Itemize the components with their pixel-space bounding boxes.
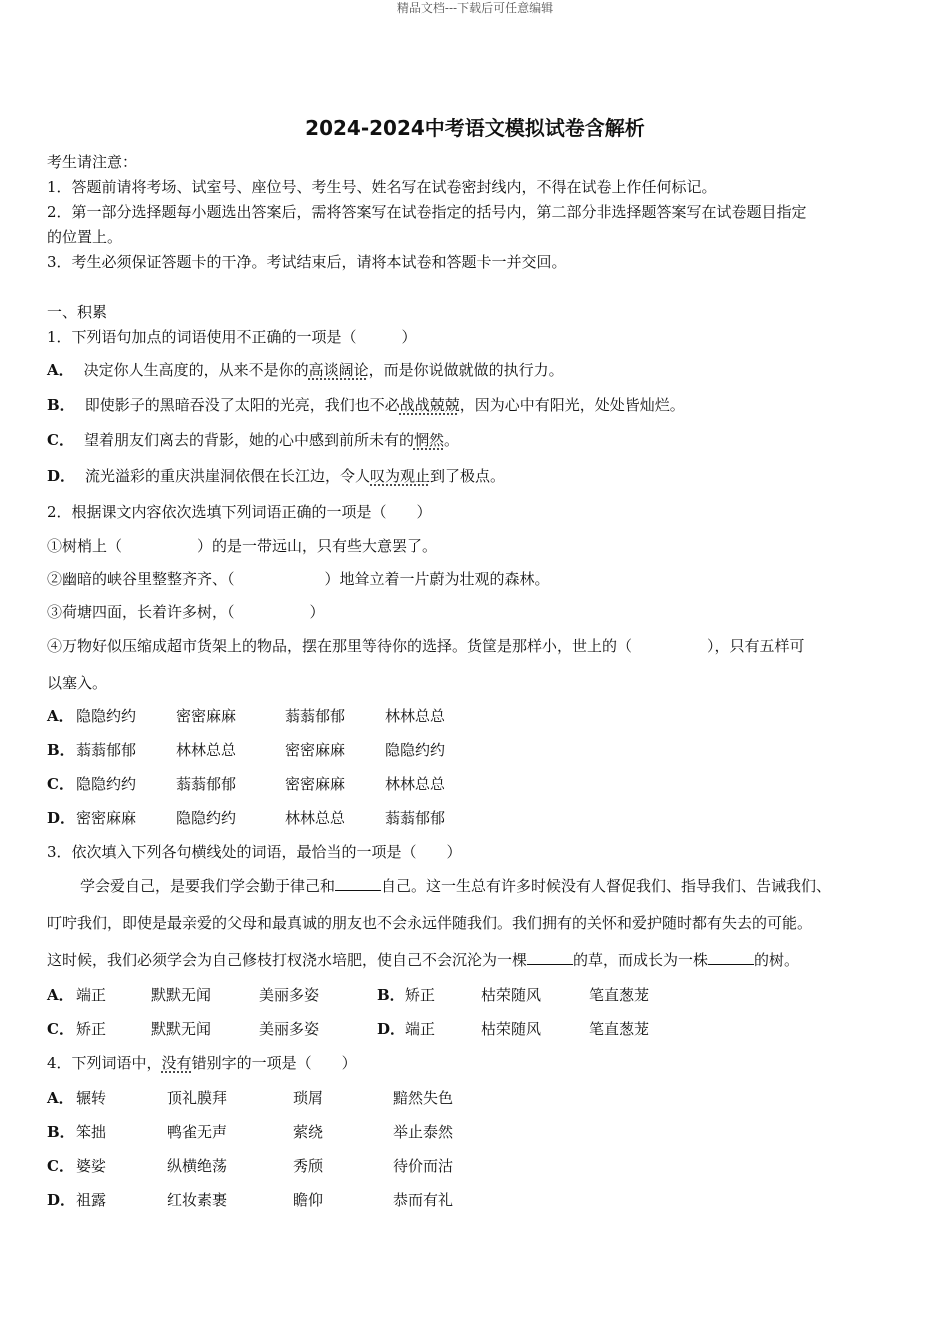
- option-letter: B．: [377, 986, 405, 1004]
- option-word: 密密麻麻: [285, 741, 346, 759]
- stem-text: 错别字的一项是（ ）: [191, 1054, 357, 1072]
- option-word: 瞻仰: [293, 1191, 324, 1209]
- option-word: 蓊蓊郁郁: [285, 707, 346, 725]
- question-4-stem: [47, 1053, 357, 1073]
- option-word: 林林总总: [176, 741, 237, 759]
- option-text: 。: [443, 431, 459, 449]
- option-word: 矫正: [405, 986, 436, 1004]
- q3-passage-line: [47, 950, 799, 970]
- q3-passage-line: 叮咛我们，即使是最亲爱的父母和最真诚的朋友也不会永远伴随我们。我们拥有的关怀和爱护随时都有失去的可能。: [47, 914, 813, 932]
- option-word: 密密麻麻: [76, 809, 137, 827]
- option-word: 矫正: [76, 1020, 107, 1038]
- stem-text: 4．下列词语中，: [47, 1054, 162, 1072]
- option-word: 鸭雀无声: [167, 1123, 228, 1141]
- question-3-stem: 3．依次填入下列各句横线处的词语，最恰当的一项是（ ）: [47, 843, 462, 861]
- option-word: 林林总总: [285, 809, 346, 827]
- blank-line: [335, 876, 381, 891]
- dotted-word: 战战兢兢: [399, 396, 460, 414]
- option-word: 林林总总: [385, 707, 446, 725]
- option-word: 顶礼膜拜: [167, 1089, 228, 1107]
- blank-line: [708, 950, 754, 965]
- option-letter: D．: [377, 1020, 406, 1038]
- option-letter: D．: [47, 467, 76, 485]
- option-text: 望着朋友们离去的背影，她的心中感到前所未有的: [83, 431, 414, 449]
- dotted-word: 高谈阔论: [308, 361, 369, 379]
- option-word: 美丽多姿: [259, 986, 320, 1004]
- option-text: 决定你人生高度的，从来不是你的: [83, 361, 309, 379]
- passage-text: 的草，而成长为一株: [573, 951, 709, 969]
- option-word: 美丽多姿: [259, 1020, 320, 1038]
- option-letter: B．: [47, 1123, 75, 1141]
- passage-text: 这时候，我们必须学会为自己修枝打杈浇水培肥，使自己不会沉沦为一棵: [47, 951, 528, 969]
- question-1-stem: 1．下列语句加点的词语使用不正确的一项是（ ）: [47, 328, 417, 346]
- option-word: 枯荣随风: [481, 1020, 542, 1038]
- option-word: 举止泰然: [393, 1123, 454, 1141]
- q3-passage-line: [80, 876, 831, 896]
- option-letter: B．: [47, 741, 75, 759]
- option-letter: A．: [47, 361, 74, 379]
- option-word: 祖露: [76, 1191, 107, 1209]
- notice-item: 1．答题前请将考场、试室号、座位号、考生号、姓名写在试卷密封线内，不得在试卷上作任何标记。: [47, 178, 717, 196]
- option-word: 笨拙: [76, 1123, 107, 1141]
- q2-item: ③荷塘四面，长着许多树，（ ）: [47, 603, 325, 621]
- notice-item: 3．考生必须保证答题卡的干净。考试结束后，请将本试卷和答题卡一并交回。: [47, 253, 567, 271]
- option-text: 流光溢彩的重庆洪崖洞依偎在长江边，令人: [85, 467, 371, 485]
- option-text: ，因为心中有阳光，处处皆灿烂。: [459, 396, 685, 414]
- notice-item: 的位置上。: [47, 228, 123, 246]
- question-2-stem: 2．根据课文内容依次选填下列词语正确的一项是（ ）: [47, 503, 432, 521]
- option-letter: C．: [47, 431, 74, 449]
- option-letter: C．: [47, 1020, 74, 1038]
- option-word: 默默无闻: [151, 1020, 212, 1038]
- option-letter: C．: [47, 775, 74, 793]
- option-word: 笔直葱茏: [589, 1020, 650, 1038]
- passage-text: 的树。: [754, 951, 800, 969]
- option-word: 琐屑: [293, 1089, 324, 1107]
- q2-item: ②幽暗的峡谷里整整齐齐、（ ）地耸立着一片蔚为壮观的森林。: [47, 570, 550, 588]
- option-text: ，而是你说做就做的执行力。: [368, 361, 564, 379]
- option-word: 隐隐约约: [76, 775, 137, 793]
- option-word: 林林总总: [385, 775, 446, 793]
- page-title: 2024-2024中考语文模拟试卷含解析: [305, 116, 645, 140]
- option-word: 蓊蓊郁郁: [385, 809, 446, 827]
- dotted-word: 没有: [161, 1054, 192, 1072]
- option-word: 端正: [76, 986, 107, 1004]
- option-word: 密密麻麻: [285, 775, 346, 793]
- page-header: 精品文档---下载后可任意编辑: [396, 1, 554, 15]
- option-word: 蓊蓊郁郁: [76, 741, 137, 759]
- option-word: 恭而有礼: [393, 1191, 454, 1209]
- section-heading: 一、积累: [47, 303, 108, 321]
- option-letter: B．: [47, 396, 75, 414]
- passage-text: 学会爱自己，是要我们学会勤于律己和: [80, 877, 336, 895]
- option-word: 红妆素裹: [167, 1191, 228, 1209]
- option-word: 密密麻麻: [176, 707, 237, 725]
- option-letter: D．: [47, 809, 76, 827]
- option-word: 隐隐约约: [385, 741, 446, 759]
- q1-option-b: [47, 395, 685, 415]
- q1-option-c: [47, 430, 459, 450]
- dotted-word: 叹为观止: [370, 467, 431, 485]
- q1-option-d: [47, 466, 505, 486]
- option-word: 隐隐约约: [76, 707, 137, 725]
- notice-heading: 考生请注意：: [47, 153, 138, 171]
- option-letter: A．: [47, 986, 74, 1004]
- option-word: 辗转: [76, 1089, 107, 1107]
- notice-item: 2．第一部分选择题每小题选出答案后，需将答案写在试卷指定的括号内，第二部分非选择题答案写在试卷题目指定: [47, 203, 807, 221]
- option-letter: D．: [47, 1191, 76, 1209]
- dotted-word: 惘然: [413, 431, 444, 449]
- q1-option-a: [47, 360, 564, 380]
- blank-line: [527, 950, 573, 965]
- option-word: 默默无闻: [151, 986, 212, 1004]
- option-word: 蓊蓊郁郁: [176, 775, 237, 793]
- q2-item: 以塞入。: [47, 674, 108, 692]
- option-word: 婆娑: [76, 1157, 107, 1175]
- option-letter: A．: [47, 1089, 74, 1107]
- option-word: 端正: [405, 1020, 436, 1038]
- option-text: 到了极点。: [430, 467, 506, 485]
- option-text: 即使影子的黑暗吞没了太阳的光亮，我们也不必: [84, 396, 400, 414]
- option-word: 秀颀: [293, 1157, 324, 1175]
- option-word: 黯然失色: [393, 1089, 454, 1107]
- option-word: 笔直葱茏: [589, 986, 650, 1004]
- passage-text: 自己。这一生总有许多时候没有人督促我们、指导我们、告诫我们、: [381, 877, 832, 895]
- option-word: 待价而沽: [393, 1157, 454, 1175]
- option-word: 隐隐约约: [176, 809, 237, 827]
- option-word: 纵横绝荡: [167, 1157, 228, 1175]
- q2-item: ①树梢上（ ）的是一带远山，只有些大意罢了。: [47, 537, 438, 555]
- option-letter: C．: [47, 1157, 74, 1175]
- q2-item: ④万物好似压缩成超市货架上的物品，摆在那里等待你的选择。货筐是那样小，世上的（ ），只有五样可: [47, 637, 805, 655]
- option-letter: A．: [47, 707, 74, 725]
- option-word: 枯荣随风: [481, 986, 542, 1004]
- option-word: 萦绕: [293, 1123, 324, 1141]
